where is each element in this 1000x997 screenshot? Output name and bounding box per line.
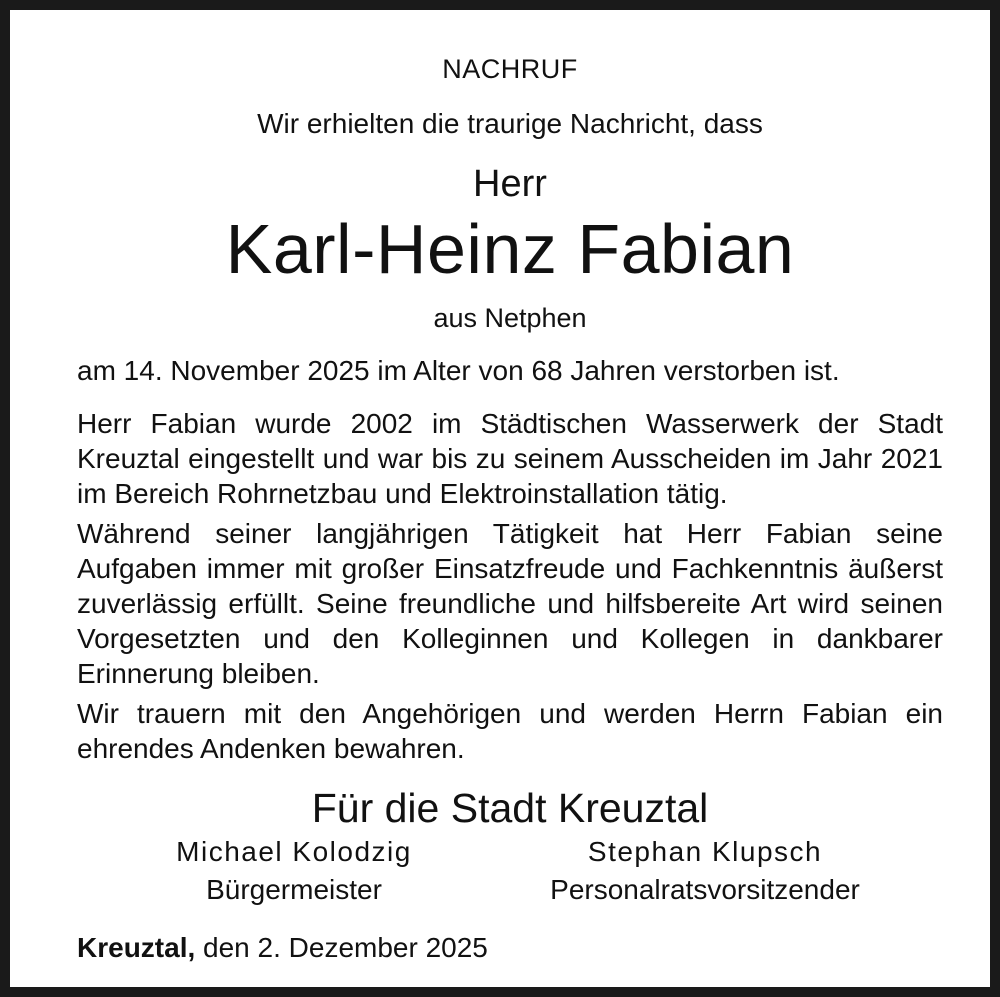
obituary-heading: NACHRUF	[442, 54, 578, 84]
signer-mayor	[144, 835, 444, 907]
on-behalf-line: Für die Stadt Kreuztal	[311, 785, 709, 831]
salutation: Herr	[473, 163, 547, 205]
mourning-paragraph: Wir trauern mit den Angehörigen und werden Herrn Fabian ein ehrendes Andenken bewahren.	[77, 698, 943, 764]
signer-role: Bürgermeister	[206, 874, 382, 905]
death-date-line: am 14. November 2025 im Alter von 68 Jahren verstorben ist.	[77, 355, 840, 386]
tribute-paragraph: Während seiner langjährigen Tätigkeit hat Herr Fabian seine Aufgaben immer mit großer Einsatzfreude und Fachkenntnis äußerst zuverlässig erfüllt. Seine freundliche und hilfsbereite Art wird seinen Vorgesetzten und den Kolleginnen und Kollegen in dankbarer Erinnerung bleiben.	[77, 518, 943, 689]
origin-line: aus Netphen	[433, 303, 587, 333]
career-paragraph: Herr Fabian wurde 2002 im Städtischen Wasserwerk der Stadt Kreuztal eingestellt und war bis zu seinem Ausscheiden im Jahr 2021 im Bereich Rohrnetzbau und Elektroinstallation tätig.	[77, 408, 943, 509]
place-name: Kreuztal,	[77, 932, 196, 963]
signer-name: Michael Kolodzig	[176, 836, 412, 867]
signer-role: Personalratsvorsitzender	[550, 874, 860, 905]
signer-name: Stephan Klupsch	[587, 836, 823, 867]
deceased-name: Karl-Heinz Fabian	[225, 210, 795, 288]
place-date-line	[77, 932, 488, 964]
date-text: den 2. Dezember 2025	[195, 932, 488, 963]
signer-staff-council	[505, 835, 905, 907]
intro-line: Wir erhielten die traurige Nachricht, dass	[257, 108, 763, 139]
